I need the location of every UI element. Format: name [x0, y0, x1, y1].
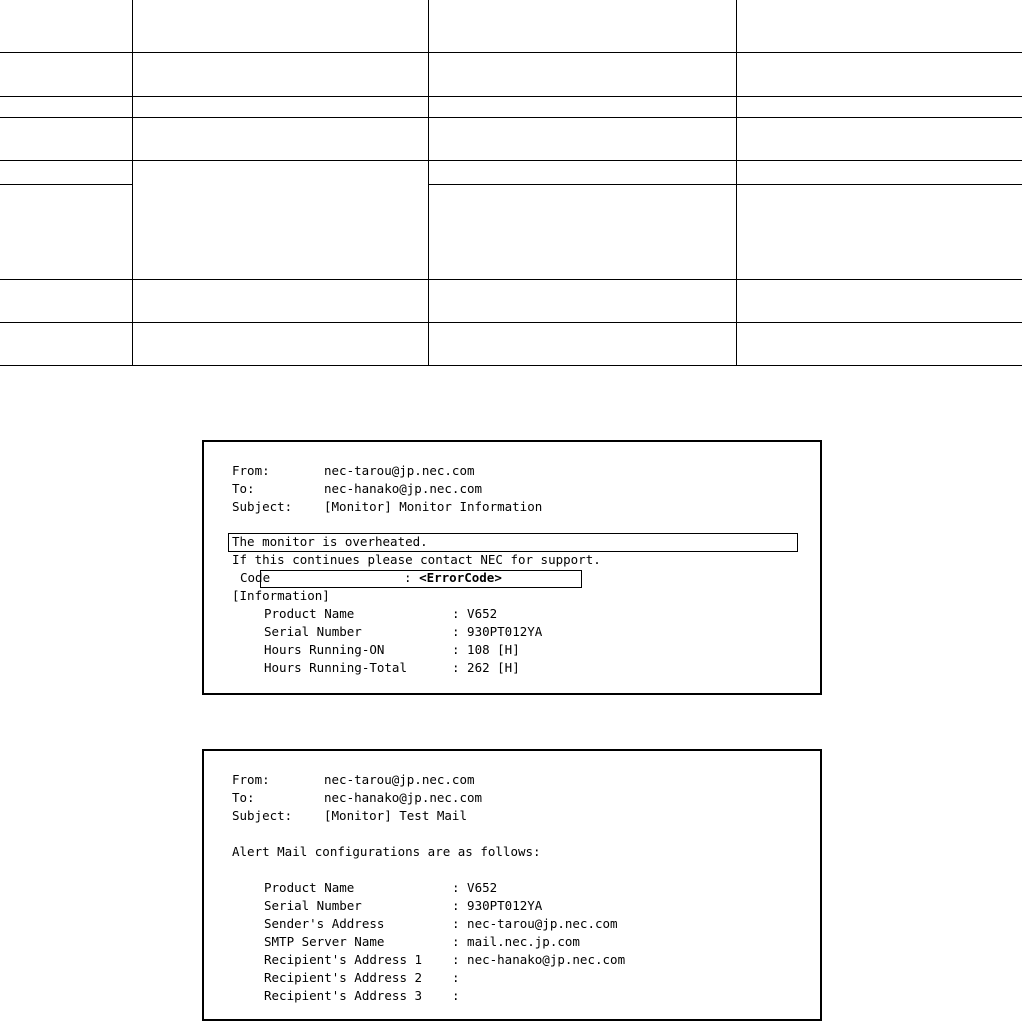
error-message: The monitor is overheated.: [232, 534, 428, 549]
error-code: <ErrorCode>: [419, 570, 502, 585]
info-field: Hours Running-Total : 262 [H]: [264, 660, 520, 675]
from-line: From: nec-tarou@jp.nec.com: [232, 772, 475, 787]
config-field: Serial Number : 930PT012YA: [264, 898, 543, 913]
config-field: Recipient's Address 1 : nec-hanako@jp.nec.com: [264, 952, 626, 967]
test-mail: [202, 749, 822, 1021]
table-row: [0, 117, 1022, 160]
from-line: From: nec-tarou@jp.nec.com: [232, 463, 475, 478]
to-line: To: nec-hanako@jp.nec.com: [232, 790, 483, 805]
table-row: [0, 0, 1022, 52]
support-line: If this continues please contact NEC for support.: [232, 552, 601, 567]
code-line: Code : <ErrorCode>: [240, 570, 502, 585]
table-row: [0, 52, 1022, 96]
table-row: [0, 322, 1022, 365]
table-row: [0, 96, 1022, 117]
intro-line: Alert Mail configurations are as follows:: [232, 844, 541, 859]
config-field: SMTP Server Name : mail.nec.jp.com: [264, 934, 580, 949]
info-field: Serial Number : 930PT012YA: [264, 624, 543, 639]
subject-line: Subject: [Monitor] Test Mail: [232, 808, 467, 823]
table-row: [0, 160, 1022, 184]
subject-line: Subject: [Monitor] Monitor Information: [232, 499, 543, 514]
config-field: Recipient's Address 3 :: [264, 988, 460, 1003]
info-field: Product Name : V652: [264, 606, 498, 621]
info-field: Hours Running-ON : 108 [H]: [264, 642, 520, 657]
to-line: To: nec-hanako@jp.nec.com: [232, 481, 483, 496]
config-field: Recipient's Address 2 :: [264, 970, 460, 985]
table-row: [0, 279, 1022, 322]
empty-table: [0, 0, 1022, 366]
information-heading: [Information]: [232, 588, 330, 603]
config-field: Product Name : V652: [264, 880, 498, 895]
config-field: Sender's Address : nec-tarou@jp.nec.com: [264, 916, 618, 931]
monitor-information-mail: [202, 440, 822, 695]
